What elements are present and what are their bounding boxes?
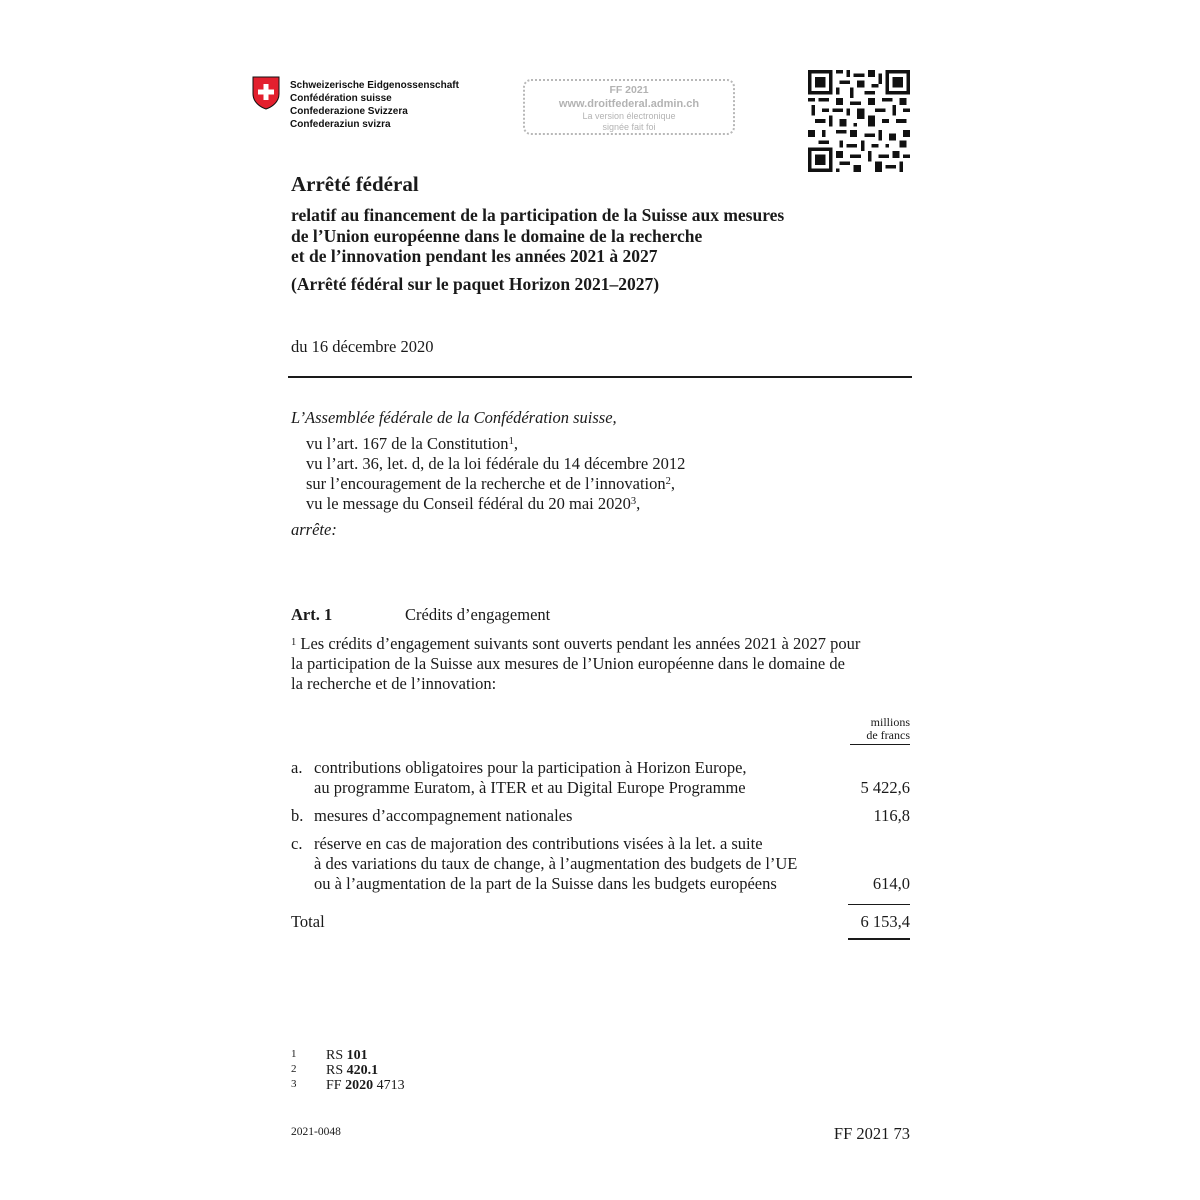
footnote-ref[interactable]: 2: [665, 476, 671, 487]
footnote: [291, 1046, 297, 1062]
citation-line: vu le message du Conseil fédéral du 20 mai 2020$^3$,: [306, 494, 641, 513]
paragraph-number: 1: [291, 637, 297, 648]
citation-line: sur l’encouragement de la recherche et de l’innovation$^2$,: [306, 474, 675, 493]
confederation-name-it: Confederazione Svizzera: [290, 106, 408, 117]
total-amount: 6 153,4: [860, 912, 910, 931]
item-letter: c.: [291, 834, 303, 853]
preamble-citations: [306, 434, 685, 514]
subtitle-line: relatif au financement de la participation de la Suisse aux mesures: [291, 205, 785, 225]
item-letter: a.: [291, 758, 303, 777]
item-amount: 614,0: [872, 874, 910, 893]
subtitle-line: et de l’innovation pendant les années 2021 à 2027: [291, 246, 658, 266]
stamp-line-3: La version électronique: [582, 111, 676, 121]
footnote-text: FF 2020 4713: [326, 1078, 405, 1093]
article-heading: Crédits d’engagement: [405, 605, 551, 624]
qr-code-icon: [808, 70, 910, 172]
title-divider: [288, 376, 912, 378]
short-title: (Arrêté fédéral sur le paquet Horizon 2021–2027): [291, 274, 660, 294]
item-amount: 116,8: [873, 806, 910, 825]
item-letter: b.: [291, 806, 304, 825]
document-title: Arrêté fédéral: [291, 172, 419, 196]
citation-line: vu l’art. 36, let. d, de la loi fédérale du 14 décembre 2012: [306, 454, 686, 473]
confederation-name-de: Schweizerische Eidgenossenschaft: [290, 80, 459, 91]
footnote: [291, 1076, 297, 1092]
citation-line: vu l’art. 167 de la Constitution$^1$,: [306, 434, 518, 453]
confederation-names: [290, 79, 459, 131]
total-double-rule: [848, 938, 910, 940]
confederation-name-rm: Confederaziun svizra: [290, 119, 391, 130]
document-subtitle: [291, 205, 931, 267]
page-reference: FF 2021 73: [833, 1124, 910, 1143]
footnote: [291, 1061, 297, 1077]
total-top-rule: [848, 904, 910, 905]
paragraph-line: $^1$ Les crédits d’engagement suivants sont ouverts pendant les années 2021 à 2027 pour: [291, 634, 861, 653]
total-label: Total: [291, 912, 325, 931]
stamp-line-4: signée fait foi: [602, 122, 656, 132]
paragraph-line: la participation de la Suisse aux mesures de l’Union européenne dans le domaine de: [291, 654, 845, 673]
preamble-arrete: arrête:: [291, 520, 337, 539]
paragraph-line: la recherche et de l’innovation:: [291, 674, 497, 693]
footnote-number: 3: [291, 1078, 297, 1090]
amount-column-header: millions de francs: [866, 715, 910, 742]
footnote-number: 1: [291, 1048, 297, 1060]
stamp-url: www.droitfederal.admin.ch: [558, 98, 700, 110]
subtitle-line: de l’Union européenne dans le domaine de la recherche: [291, 225, 703, 246]
item-amount: 5 422,6: [860, 778, 910, 797]
stamp-line-1: FF 2021: [609, 84, 649, 96]
footnote-ref[interactable]: 3: [630, 496, 637, 507]
document-reference: 2021-0048: [291, 1126, 341, 1138]
footnote-ref[interactable]: 1: [508, 436, 514, 447]
electronic-signature-stamp: [523, 79, 735, 135]
swiss-crest-icon: [252, 76, 280, 110]
confederation-name-fr: Confédération suisse: [290, 93, 392, 104]
footnote-text: RS 420.1: [326, 1063, 379, 1078]
article-number: Art. 1: [291, 605, 333, 624]
column-header-underline: [850, 744, 910, 745]
document-date: du 16 décembre 2020: [291, 337, 434, 356]
preamble-assembly: L’Assemblée fédérale de la Confédération suisse,: [291, 408, 617, 427]
item-text: contributions obligatoires pour la participation à Horizon Europe, au programme Euratom, à ITER et au Digital Europe Programme: [314, 758, 747, 797]
item-text: réserve en cas de majoration des contributions visées à la let. a suite à des variations du taux de change, à l’augmentation des budgets de l’UE ou à l’augmentation de la part de la Suisse dans les budgets européens: [314, 834, 798, 893]
item-text: mesures d’accompagnement nationales: [314, 806, 573, 825]
footnote-number: 2: [291, 1063, 297, 1075]
article-paragraph: [291, 634, 911, 694]
footnote-text: RS 101: [326, 1048, 368, 1063]
